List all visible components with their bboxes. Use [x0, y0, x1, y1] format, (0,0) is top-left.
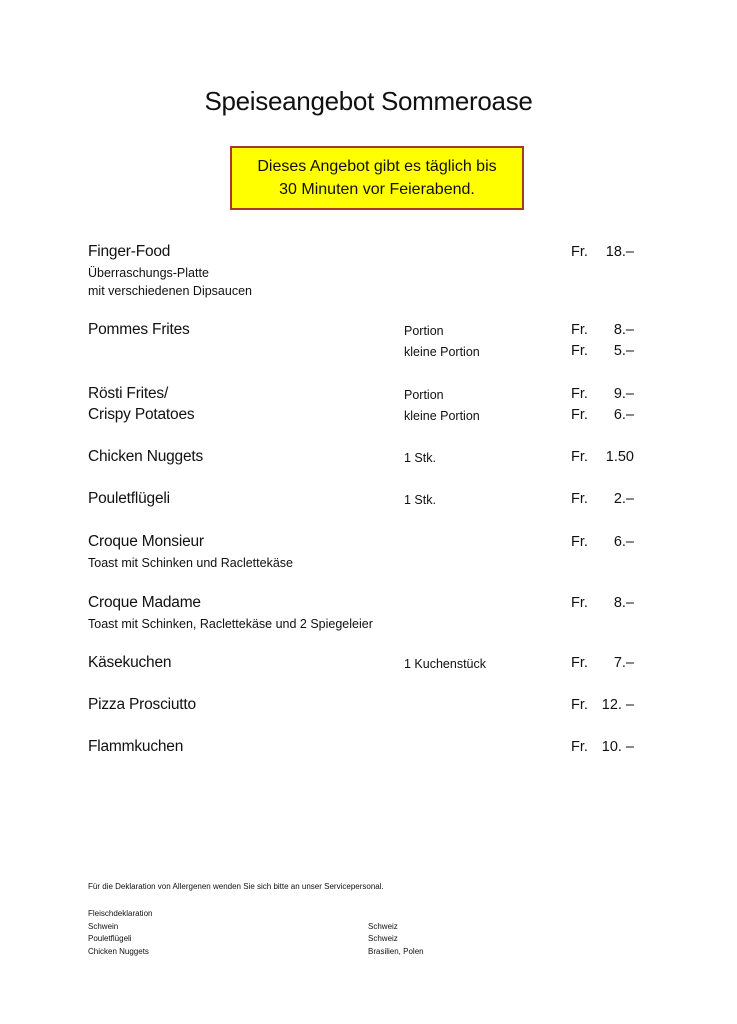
page-title: Speiseangebot Sommeroase	[204, 86, 533, 116]
menu-item-name: Käsekuchen	[88, 654, 172, 671]
menu-item-name: Croque Madame	[88, 594, 201, 611]
meat-origin: Schweiz	[368, 934, 398, 943]
currency: Fr.	[571, 697, 588, 713]
menu-item-description: Toast mit Schinken, Raclettekäse und 2 Spiegeleier	[88, 617, 373, 631]
meat-type: Chicken Nuggets	[88, 946, 149, 956]
portion-size: 1 Kuchenstück	[404, 657, 486, 671]
currency: Fr.	[571, 491, 588, 507]
currency: Fr.	[571, 534, 588, 550]
menu-item-name: Chicken Nuggets	[88, 448, 204, 465]
menu-item-name: Pizza Prosciutto	[88, 696, 196, 713]
meat-origin: Schweiz	[368, 921, 398, 931]
meat-declaration-heading: Fleischdeklaration	[88, 909, 153, 918]
menu-item-description: mit verschiedenen Dipsaucen	[88, 284, 252, 298]
price: 6.–	[613, 407, 634, 423]
portion-size: 1 Stk.	[404, 493, 436, 507]
currency: Fr.	[571, 655, 588, 671]
menu-item-flammkuchen	[88, 738, 648, 759]
portion-size: Portion	[404, 324, 444, 338]
notice-line: 30 Minuten vor Feierabend.	[279, 181, 475, 198]
meat-declaration-row	[88, 921, 488, 934]
menu-item-croque-madame	[88, 594, 648, 633]
price: 5.–	[613, 343, 634, 359]
portion-size: 1 Stk.	[404, 451, 436, 465]
notice-box	[230, 146, 524, 210]
currency: Fr.	[571, 343, 588, 359]
price: 8.–	[613, 595, 634, 611]
menu-item-name: Pommes Frites	[88, 321, 190, 338]
currency: Fr.	[571, 386, 588, 402]
currency: Fr.	[571, 449, 588, 465]
menu-item-name: Pouletflügeli	[88, 490, 170, 507]
currency: Fr.	[571, 739, 588, 755]
currency: Fr.	[571, 407, 588, 423]
currency: Fr.	[571, 595, 588, 611]
menu-item-name: Flammkuchen	[88, 738, 184, 755]
menu-item-description: Überraschungs-Platte	[88, 266, 209, 280]
notice-line: Dieses Angebot gibt es täglich bis	[257, 158, 497, 175]
menu-item-kaesekuchen	[88, 654, 648, 675]
allergen-note: Für die Deklaration von Allergenen wenden Sie sich bitte an unser Servicepersonal.	[88, 882, 384, 891]
menu-item-name: Croque Monsieur	[88, 533, 204, 550]
price: 8.–	[613, 322, 634, 338]
portion-size: kleine Portion	[404, 409, 480, 423]
price: 10. –	[601, 739, 634, 755]
menu-item-pommes-frites	[88, 321, 648, 363]
meat-type: Pouletflügeli	[88, 934, 132, 943]
menu-item-name: Rösti Frites/	[88, 385, 169, 402]
menu-item-finger-food	[88, 243, 648, 300]
meat-origin: Brasilien, Polen	[368, 946, 424, 956]
price: 18.–	[605, 244, 634, 260]
price: 9.–	[613, 386, 634, 402]
menu-item-name: Finger-Food	[88, 243, 171, 260]
menu-item-roesti-frites	[88, 385, 648, 427]
price: 7.–	[613, 655, 634, 671]
currency: Fr.	[571, 244, 588, 260]
meat-declaration	[88, 908, 488, 958]
menu-item-pizza-prosciutto	[88, 696, 648, 717]
portion-size: Portion	[404, 388, 444, 402]
menu-item-chicken-nuggets	[88, 448, 648, 469]
portion-size: kleine Portion	[404, 345, 480, 359]
currency: Fr.	[571, 322, 588, 338]
menu-item-pouletfluegeli	[88, 490, 648, 511]
meat-type: Schwein	[88, 921, 119, 931]
menu-item-croque-monsieur	[88, 533, 648, 572]
meat-declaration-row	[88, 946, 488, 959]
menu-item-name-line2: Crispy Potatoes	[88, 406, 195, 423]
price: 2.–	[613, 491, 634, 507]
menu-item-description: Toast mit Schinken und Raclettekäse	[88, 556, 293, 570]
price: 12. –	[601, 697, 634, 713]
price: 1.50	[605, 449, 634, 465]
meat-declaration-row	[88, 933, 488, 946]
price: 6.–	[613, 534, 634, 550]
